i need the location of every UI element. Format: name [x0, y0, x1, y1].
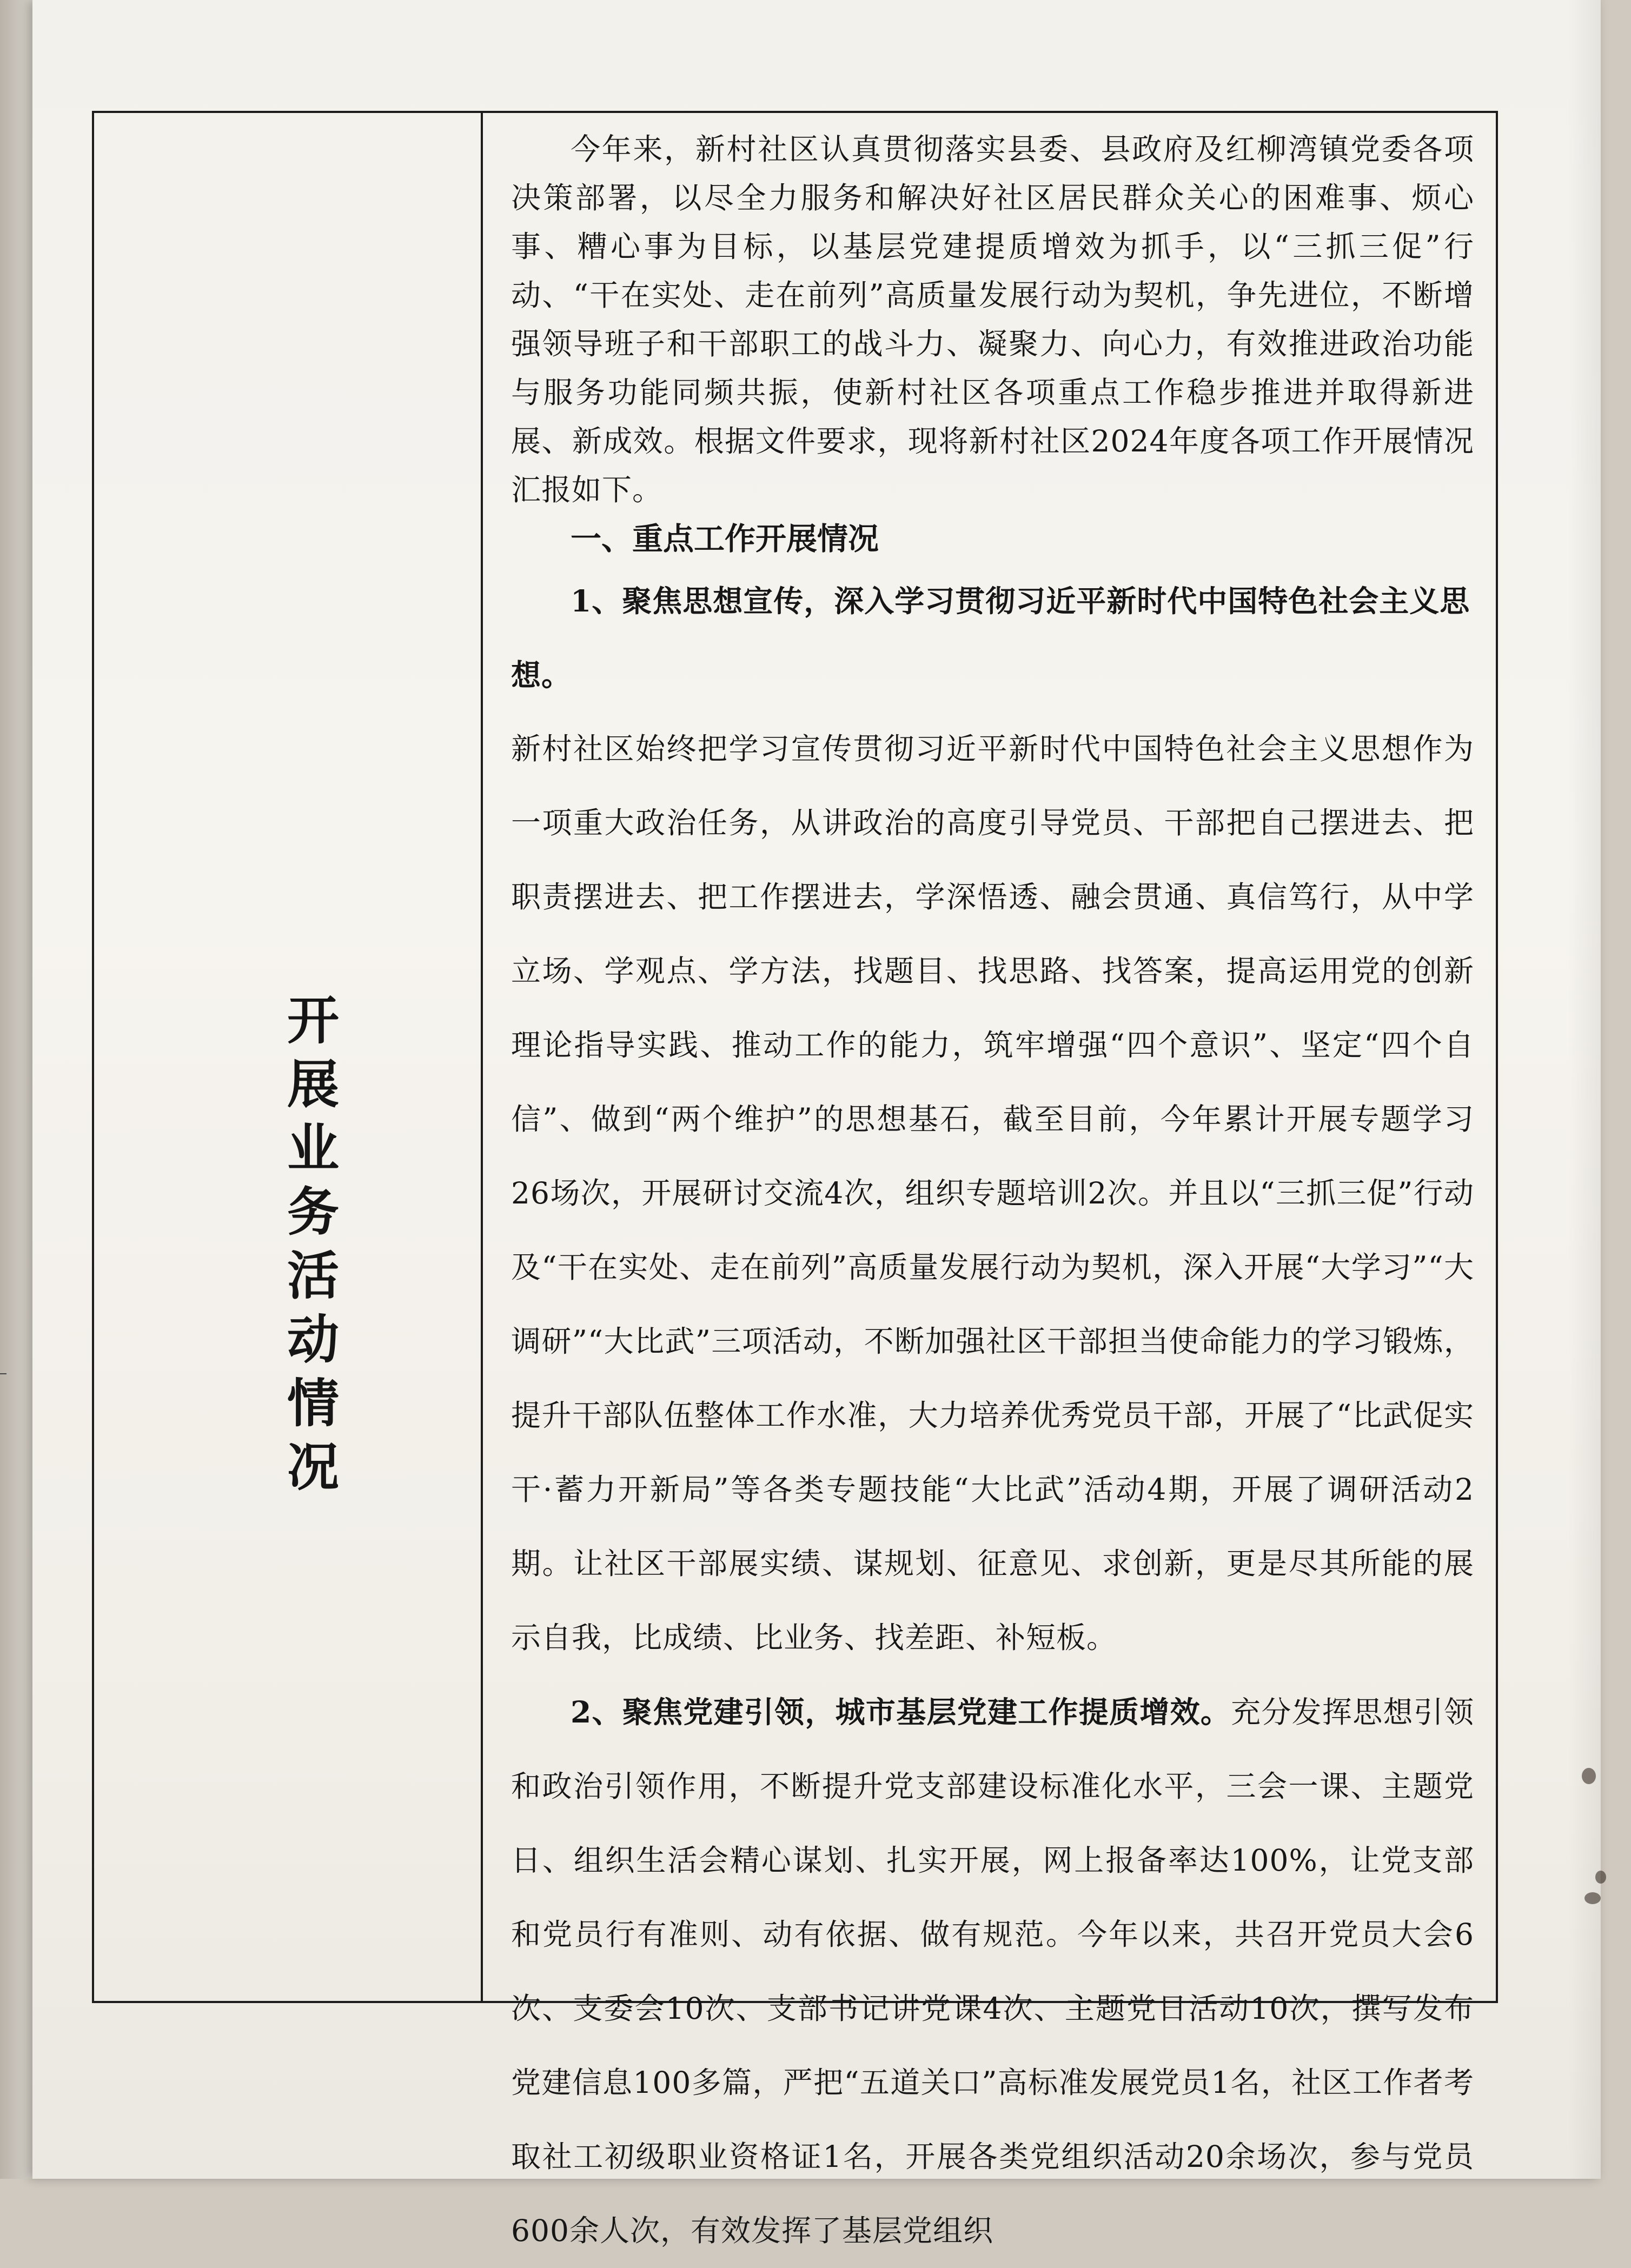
stain-mark — [1582, 1768, 1596, 1784]
sheet-edge-mark — [0, 1373, 6, 1374]
item-1-title: 1、聚焦思想宣传，深入学习贯彻习近平新时代中国特色社会主义思想。 — [511, 583, 1470, 693]
page-shading — [1568, 0, 1601, 2179]
intro-paragraph: 今年来，新村社区认真贯彻落实县委、县政府及红柳湾镇党委各项决策部署，以尽全力服务和解决好社区居民群众关心的困难事、烦心事、糟心事为目标，以基层党建提质增效为抓手，以“三抓三促”行动、“干在实处、走在前列”高质量发展行动为契机，争先进位，不断增强领导班子和干部职工的战斗力、凝聚力、向心力，有效推进政治功能与服务功能同频共振，使新村社区各项重点工作稳步推进并取得新进展、新成效。根据文件要求，现将新村社区2024年度各项工作开展情况汇报如下。 — [511, 132, 1474, 507]
table-content-cell — [483, 113, 1496, 2248]
section-label: 开展业务活动情况 — [287, 990, 339, 1498]
item-2-body: 充分发挥思想引领和政治引领作用，不断提升党支部建设标准化水平，三会一课、主题党日、组织生活会精心谋划、扎实开展，网上报备率达100%，让党支部和党员行有准则、动有依据、做有规范。今年以来，共召开党员大会6次、支委会10次、支部书记讲党课4次、主题党日活动10次，撰写发布党建信息100多篇，严把“五道关口”高标准发展党员1名，社区工作者考取社工初级职业资格证1名，开展各类党组织活动20余场次，参与党员600余人次，有效发挥了基层党组织 — [511, 1695, 1474, 2248]
item-1-body: 新村社区始终把学习宣传贯彻习近平新时代中国特色社会主义思想作为一项重大政治任务，从讲政治的高度引导党员、干部把自己摆进去、把职责摆进去、把工作摆进去，学深悟透、融会贯通、真信笃行，从中学立场、学观点、学方法，找题目、找思路、找答案，提高运用党的创新理论指导实践、推动工作的能力，筑牢增强“四个意识”、坚定“四个自信”、做到“两个维护”的思想基石，截至目前，今年累计开展专题学习26场次，开展研讨交流4次，组织专题培训2次。并且以“三抓三促”行动及“干在实处、走在前列”高质量发展行动为契机，深入开展“大学习”“大调研”“大比武”三项活动，不断加强社区干部担当使命能力的学习锻炼，提升干部队伍整体工作水准，大力培养优秀党员干部，开展了“比武促实干·蓄力开新局”等各类专题技能“大比武”活动4期，开展了调研活动2期。让社区干部展实绩、谋规划、征意见、求创新，更是尽其所能的展示自我，比成绩、比业务、找差距、补短板。 — [511, 731, 1474, 1655]
stain-mark — [1584, 1892, 1601, 1904]
table-label-cell — [94, 113, 481, 2001]
stain-mark — [1595, 1871, 1606, 1884]
section-heading: 一、重点工作开展情况 — [571, 521, 879, 557]
item-2-paragraph — [511, 1675, 1474, 2268]
item-2-title: 2、聚焦党建引领，城市基层党建工作提质增效。 — [571, 1694, 1231, 1730]
document-page — [32, 0, 1601, 2248]
report-table — [92, 111, 1498, 2248]
